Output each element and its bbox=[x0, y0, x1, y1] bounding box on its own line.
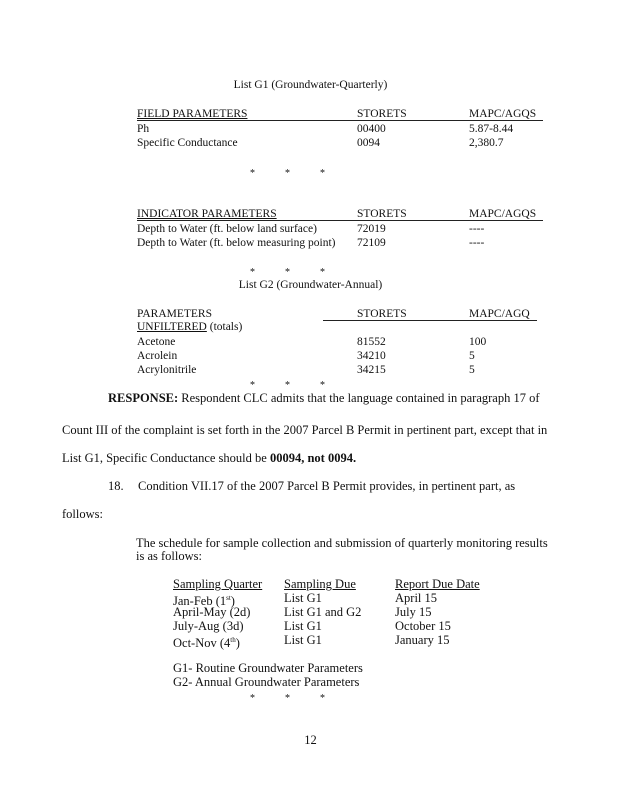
schedule-quarter: Jan-Feb (1st) bbox=[173, 594, 235, 609]
g2-row-storet: 34210 bbox=[357, 350, 386, 362]
schedule-due: List G1 bbox=[284, 633, 322, 647]
report-due-date-header: Report Due Date bbox=[395, 577, 480, 591]
legend-g2: G2- Annual Groundwater Parameters bbox=[173, 675, 360, 689]
sampling-quarter-header: Sampling Quarter bbox=[173, 577, 263, 591]
ellipsis-stars: * * * bbox=[250, 693, 325, 704]
response-line-3: List G1, Specific Conductance should be 00094, not 0094. bbox=[62, 451, 357, 465]
field-row-mapc: 2,380.7 bbox=[469, 137, 504, 149]
indicator-row-mapc: ---- bbox=[469, 237, 485, 249]
g2-row-param: Acetone bbox=[137, 336, 176, 348]
list-g2-title: List G2 (Groundwater-Annual) bbox=[238, 279, 383, 291]
indicator-row-param: Depth to Water (ft. below land surface) bbox=[137, 223, 317, 235]
indicator-row-param: Depth to Water (ft. below measuring point) bbox=[137, 237, 336, 249]
response-line-2: Count III of the complaint is set forth in the 2007 Parcel B Permit in pertinent part, except that in bbox=[62, 423, 548, 437]
storets-header: STORETS bbox=[357, 108, 407, 120]
schedule-report: January 15 bbox=[395, 633, 450, 647]
schedule-report: July 15 bbox=[395, 605, 432, 619]
parameters-header: PARAMETERS bbox=[137, 308, 212, 320]
quote-line-2: is as follows: bbox=[136, 549, 202, 563]
response-line-1: RESPONSE: Respondent CLC admits that the language contained in paragraph 17 of bbox=[108, 391, 540, 405]
indicator-row-mapc: ---- bbox=[469, 223, 485, 235]
mapc-agqs-header: MAPC/AGQS bbox=[469, 208, 537, 220]
ellipsis-stars: * * * bbox=[250, 168, 325, 179]
paragraph-number: 18. bbox=[108, 479, 124, 493]
legend-g1: G1- Routine Groundwater Parameters bbox=[173, 661, 363, 675]
quote-line-1: The schedule for sample collection and submission of quarterly monitoring results bbox=[136, 536, 548, 550]
indicator-parameters-header: INDICATOR PARAMETERS bbox=[137, 208, 277, 220]
page-number: 12 bbox=[304, 733, 317, 747]
indicator-header-rule bbox=[137, 220, 543, 221]
sampling-due-header: Sampling Due bbox=[284, 577, 356, 591]
schedule-due: List G1 bbox=[284, 619, 322, 633]
g2-row-mapc: 100 bbox=[469, 336, 487, 348]
list-g1-title: List G1 (Groundwater-Quarterly) bbox=[233, 79, 388, 91]
schedule-quarter: April-May (2d) bbox=[173, 605, 251, 619]
g2-row-storet: 81552 bbox=[357, 336, 386, 348]
paragraph-18-text: Condition VII.17 of the 2007 Parcel B Permit provides, in pertinent part, as bbox=[138, 479, 516, 493]
schedule-report: April 15 bbox=[395, 591, 438, 605]
field-parameters-header: FIELD PARAMETERS bbox=[137, 108, 248, 120]
schedule-report: October 15 bbox=[395, 619, 451, 633]
schedule-quarter: Oct-Nov (4th) bbox=[173, 636, 240, 651]
field-row-mapc: 5.87-8.44 bbox=[469, 123, 514, 135]
unfiltered-subheader: UNFILTERED (totals) bbox=[137, 321, 243, 333]
g2-row-mapc: 5 bbox=[469, 364, 475, 376]
field-row-storet: 0094 bbox=[357, 137, 380, 149]
storets-header: STORETS bbox=[357, 208, 407, 220]
indicator-row-storet: 72019 bbox=[357, 223, 386, 235]
schedule-quarter: July-Aug (3d) bbox=[173, 619, 244, 633]
g2-row-param: Acrolein bbox=[137, 350, 178, 362]
mapc-agqs-header: MAPC/AGQS bbox=[469, 108, 537, 120]
mapc-agq-header: MAPC/AGQ bbox=[469, 308, 530, 320]
storets-header: STORETS bbox=[357, 308, 407, 320]
ellipsis-stars: * * * bbox=[250, 380, 325, 391]
g2-row-storet: 34215 bbox=[357, 364, 386, 376]
field-row-storet: 00400 bbox=[357, 123, 386, 135]
ellipsis-stars: * * * bbox=[250, 267, 325, 278]
g2-row-param: Acrylonitrile bbox=[137, 364, 197, 376]
g2-header-rule bbox=[323, 320, 537, 321]
paragraph-18-continuation: follows: bbox=[62, 507, 103, 521]
schedule-due: List G1 and G2 bbox=[284, 605, 362, 619]
field-row-param: Specific Conductance bbox=[137, 137, 238, 149]
schedule-due: List G1 bbox=[284, 591, 322, 605]
field-header-rule bbox=[137, 120, 543, 121]
indicator-row-storet: 72109 bbox=[357, 237, 386, 249]
field-row-param: Ph bbox=[137, 123, 150, 135]
g2-row-mapc: 5 bbox=[469, 350, 475, 362]
